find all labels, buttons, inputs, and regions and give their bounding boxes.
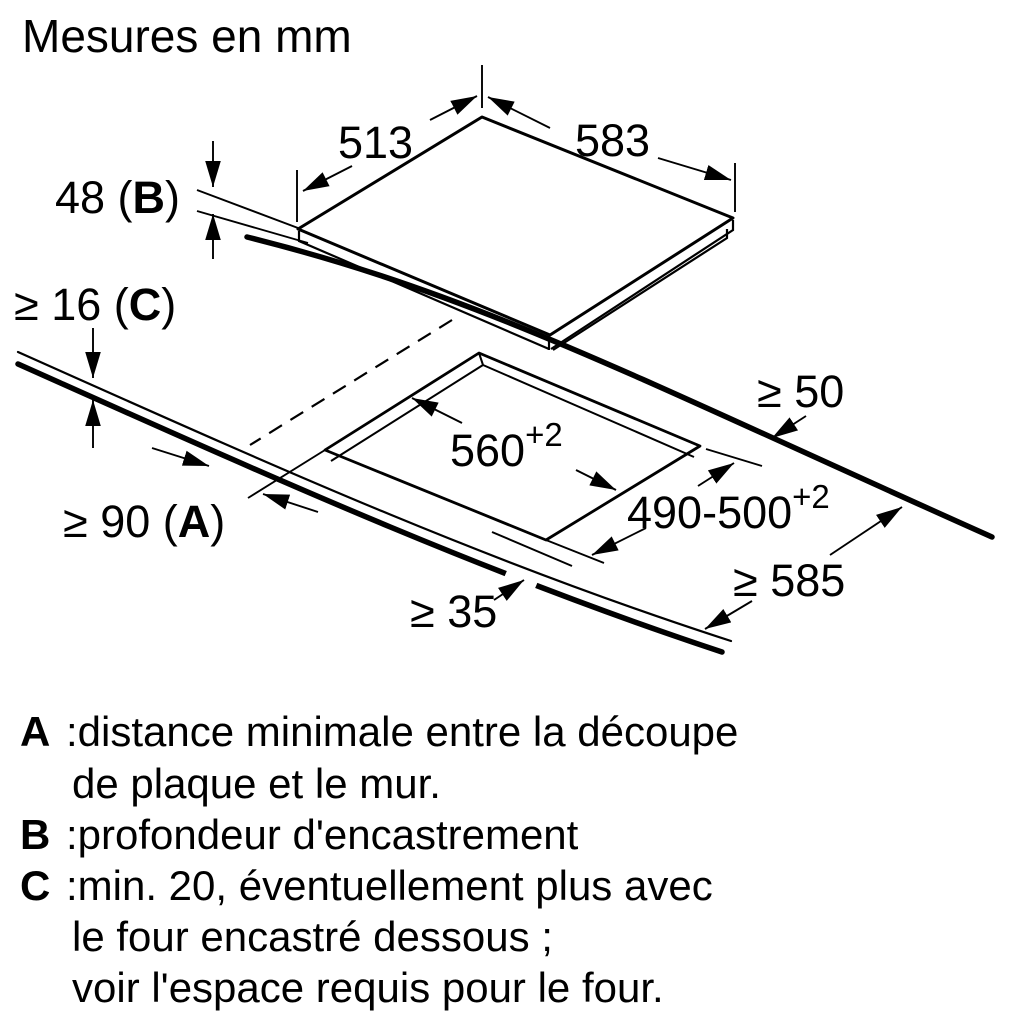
- dim-585-label: ≥ 585: [733, 555, 846, 606]
- dim-490-label: [627, 478, 830, 538]
- dim-48B-suffix: ): [165, 172, 181, 223]
- legend-C-line-1: :min. 20, éventuellement plus avec: [66, 862, 713, 909]
- dim-16C-label: [14, 279, 176, 330]
- legend: [20, 708, 738, 1011]
- arrow-513-right: [430, 96, 477, 120]
- legend-letter-B: B: [20, 811, 51, 858]
- legend-C-line-3: voir l'espace requis pour le four.: [72, 964, 664, 1011]
- arrow-90-upper: [152, 448, 209, 466]
- dim-48B-letter: B: [132, 172, 166, 223]
- page-title: Mesures en mm: [22, 10, 352, 62]
- arrow-490-upper: [698, 463, 734, 486]
- arrow-50: [772, 416, 806, 438]
- dim-35-label: ≥ 35: [410, 586, 498, 637]
- dim-490-base: 490-500: [627, 487, 793, 538]
- legend-letter-C: C: [20, 862, 51, 909]
- dim-560-sup: +2: [525, 416, 563, 453]
- dim-16C-suffix: ): [161, 279, 177, 330]
- dim-513-label: 513: [338, 117, 414, 168]
- legend-A-line-1: :distance minimale entre la découpe: [66, 708, 739, 755]
- dim-490-sup: +2: [792, 478, 830, 515]
- dim-560-base: 560: [450, 425, 526, 476]
- legend-C-line-2: le four encastré dessous ;: [72, 913, 553, 960]
- dim-583-label: 583: [575, 115, 651, 166]
- dim-16C-prefix: ≥ 16 (: [14, 279, 129, 330]
- front-edge-gap-cover: [506, 573, 536, 586]
- legend-B-line-1: :profondeur d'encastrement: [66, 811, 579, 858]
- arrow-585-upper: [830, 507, 902, 555]
- dim-90A-prefix: ≥ 90 (: [63, 496, 178, 547]
- dim-50-label: ≥ 50: [757, 366, 845, 417]
- arrow-583-right: [658, 158, 731, 180]
- dim-90A-label: [63, 496, 225, 547]
- arrow-90-lower: [263, 494, 318, 512]
- legend-letter-A: A: [20, 708, 51, 755]
- dim-48B-label: [55, 172, 180, 223]
- dim-90A-letter: A: [177, 496, 211, 547]
- arrow-35: [494, 580, 524, 600]
- arrow-513-left: [303, 166, 352, 191]
- dim-90A-suffix: ): [210, 496, 226, 547]
- legend-A-line-2: de plaque et le mur.: [72, 760, 441, 807]
- dim-16C-letter: C: [128, 279, 162, 330]
- dim-48B-prefix: 48 (: [55, 172, 133, 223]
